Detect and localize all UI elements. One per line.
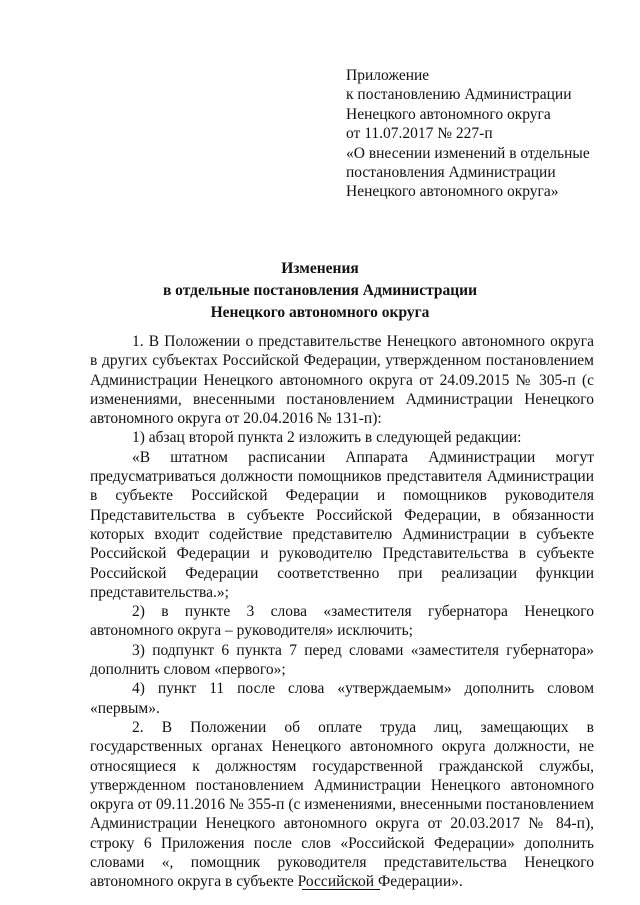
paragraph: 3) подпункт 6 пункта 7 перед словами «заместителя губернатора» дополнить словом «первого»; <box>90 641 594 679</box>
appendix-line: к постановлению Администрации <box>346 86 572 104</box>
title-line: Изменения <box>281 260 359 277</box>
paragraph: 1) абзац второй пункта 2 изложить в следующей редакции: <box>132 429 522 447</box>
appendix-header <box>346 66 636 202</box>
appendix-line: Ненецкого автономного округа» <box>346 183 559 201</box>
closing-divider <box>302 889 380 890</box>
title-line: Ненецкого автономного округа <box>210 304 430 321</box>
paragraph: «В штатном расписании Аппарата Администрации могут предусматриваться должности помощников представителя Администрации в субъекте Российской Федерации и помощников руководителя Представительства в субъекте Российской Федерации, в обязанности которых входит содействие представителю Администрации в субъекте Российской Федерации и руководителю Представительства в субъекте Российской Федерации соответственно при реализации функции представительства.»; <box>90 448 594 601</box>
document-title <box>0 258 640 324</box>
appendix-line: постановления Администрации <box>346 164 556 182</box>
appendix-line: «О внесении изменений в отдельные <box>346 144 590 162</box>
paragraph: 2) в пункте 3 слова «заместителя губернатора Ненецкого автономного округа – руководителя» исключить; <box>90 603 594 640</box>
document-body <box>90 332 594 892</box>
appendix-line: от 11.07.2017 № 227-п <box>346 125 493 143</box>
paragraph: 4) пункт 11 после слова «утверждаемым» дополнить словом «первым». <box>90 680 594 717</box>
paragraph: 1. В Положении о представительстве Ненецкого автономного округа в других субъектах Российской Федерации, утвержденном постановлением Администрации Ненецкого автономного округа от 24.09.2015 № 305-п (с изменениями, внесенными постановлением Администрации Ненецкого автономного округа от 20.04.2016 № 131-п): <box>90 333 594 428</box>
appendix-line: Приложение <box>346 67 430 84</box>
paragraph: 2. В Положении об оплате труда лиц, замещающих в государственных органах Ненецкого автономного округа должности, не относящиеся к должностям государственной гражданской службы, утвержденном постановлением Администрации Ненецкого автономного округа от 09.11.2016 № 355-п (с изменениями, внесенными постановлением Администрации Ненецкого автономного округа от 20.03.2017 № 84-п), строку 6 Приложения после слов «Российской Федерации» дополнить словами «, помощник руководителя представительства Ненецкого автономного округа в субъекте Российской Федерации». <box>90 718 594 891</box>
appendix-line: Ненецкого автономного округа <box>346 105 551 123</box>
title-line: в отдельные постановления Администрации <box>162 282 478 299</box>
